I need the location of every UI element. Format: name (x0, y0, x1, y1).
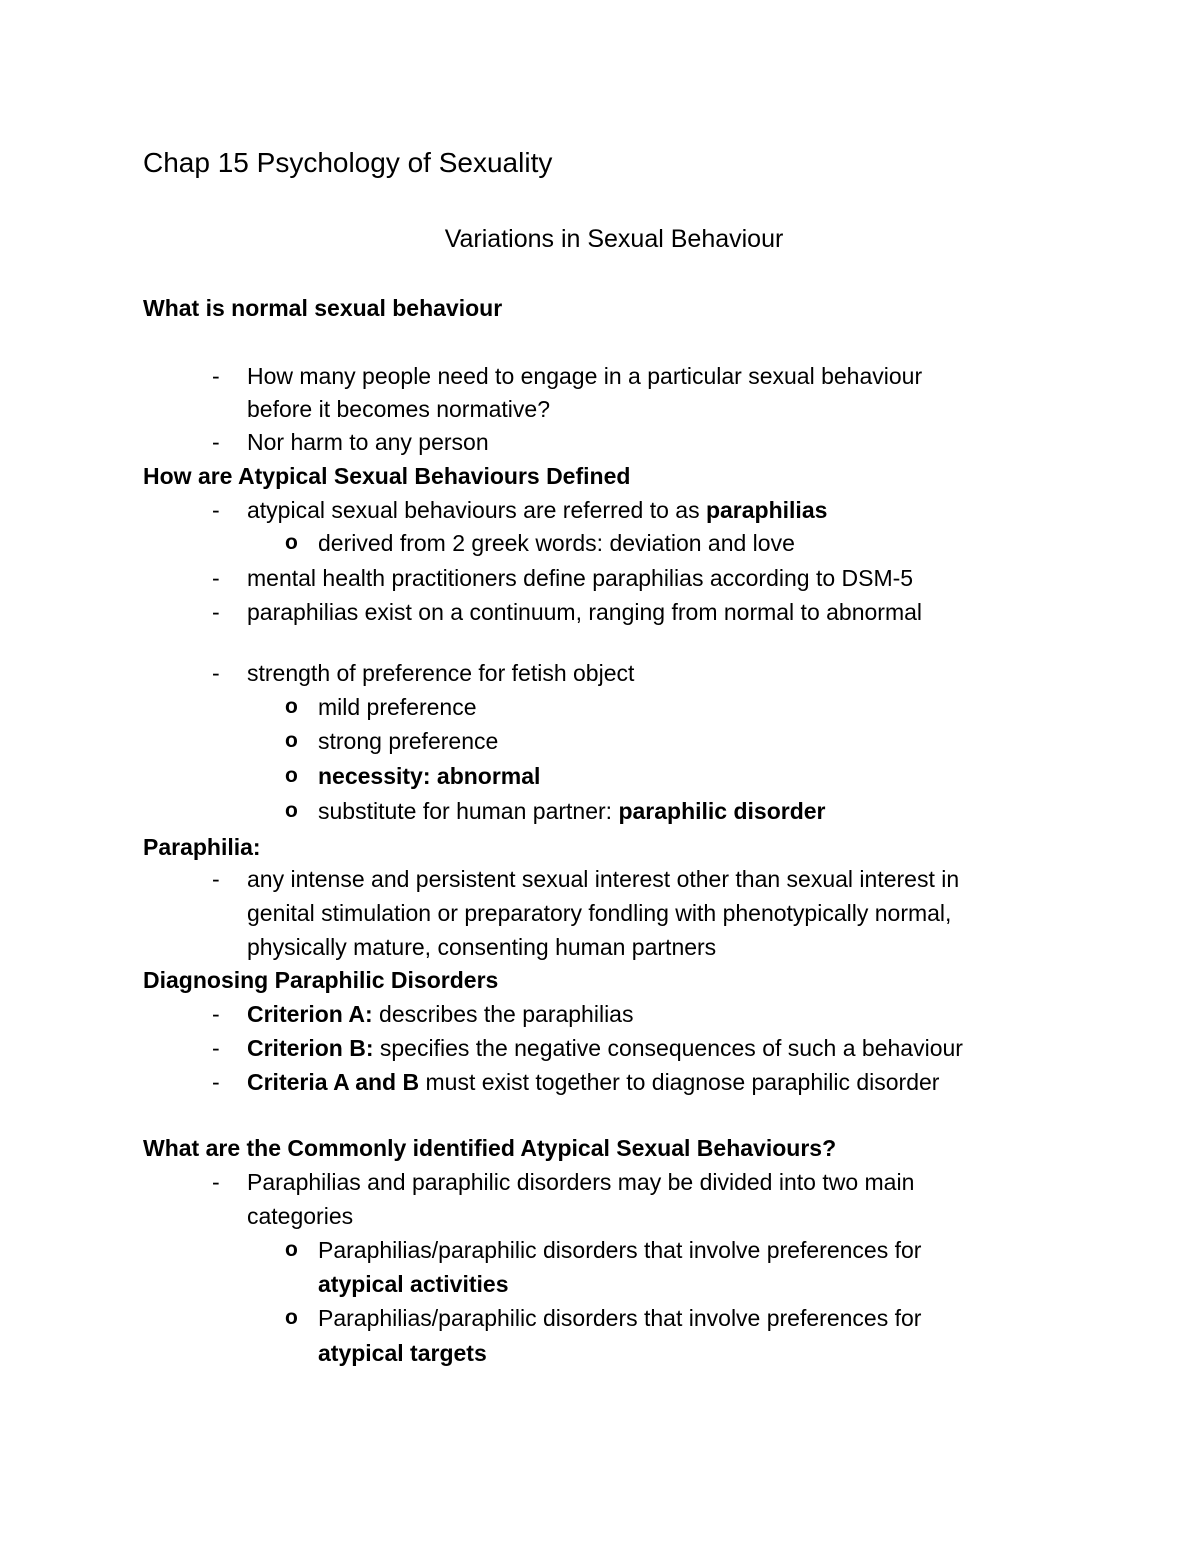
sub-item-text (318, 761, 540, 791)
section-heading-diagnosing: Diagnosing Paraphilic Disorders (143, 967, 499, 993)
bold-term: Criterion B: (247, 1035, 374, 1061)
list-item-text: any intense and persistent sexual interest other than sexual interest in (247, 866, 960, 892)
list-item-text: atypical sexual behaviours are referred to as paraphilias (247, 497, 828, 523)
list-item-text: strength of preference for fetish object (247, 660, 635, 686)
bold-term: atypical targets (318, 1340, 487, 1366)
bold-term: paraphilic disorder (618, 798, 826, 824)
list-item-text: Criterion A: describes the paraphilias (247, 1001, 634, 1027)
bold-term: Criteria A and B (247, 1069, 420, 1095)
dash-bullet: - (212, 1069, 220, 1095)
list-item-text: paraphilias exist on a continuum, ranging from normal to abnormal (247, 599, 923, 625)
sub-item-text: strong preference (318, 728, 499, 754)
section-heading-paraphilia: Paraphilia: (143, 834, 261, 860)
circle-bullet: o (285, 1306, 298, 1329)
dash-bullet: - (212, 1169, 220, 1195)
section-heading-commonly-identified: What are the Commonly identified Atypical Sexual Behaviours? (143, 1135, 837, 1161)
page-subtitle: Variations in Sexual Behaviour (444, 225, 784, 253)
bold-term: paraphilias (705, 497, 828, 523)
list-item-text: genital stimulation or preparatory fondling with phenotypically normal, (247, 900, 952, 926)
bold-term: necessity: abnormal (318, 763, 541, 789)
section-heading-atypical-defined: How are Atypical Sexual Behaviours Defined (143, 463, 631, 489)
list-item-text: before it becomes normative? (247, 396, 550, 422)
section-heading-normal: What is normal sexual behaviour (143, 295, 503, 321)
dash-bullet: - (212, 363, 220, 389)
dash-bullet: - (212, 599, 220, 625)
list-item-text: physically mature, consenting human partners (247, 934, 717, 960)
dash-bullet: - (212, 866, 220, 892)
dash-bullet: - (212, 1035, 220, 1061)
sub-item-text (318, 1338, 487, 1368)
sub-item-text: Paraphilias/paraphilic disorders that involve preferences for (318, 1237, 922, 1263)
circle-bullet: o (285, 1238, 298, 1261)
sub-item-text: derived from 2 greek words: deviation and love (318, 530, 795, 556)
list-item-text: Criterion B: specifies the negative consequences of such a behaviour (247, 1035, 963, 1061)
dash-bullet: - (212, 497, 220, 523)
dash-bullet: - (212, 429, 220, 455)
bold-term: Criterion A: (247, 1001, 373, 1027)
dash-bullet: - (212, 1001, 220, 1027)
page-title: Chap 15 Psychology of Sexuality (143, 147, 553, 178)
sub-item-text: Paraphilias/paraphilic disorders that involve preferences for (318, 1305, 922, 1331)
sub-item-text (318, 1269, 509, 1299)
list-item-text: Paraphilias and paraphilic disorders may be divided into two main (247, 1169, 915, 1195)
list-item-text: categories (247, 1203, 354, 1229)
list-item-text: How many people need to engage in a particular sexual behaviour (247, 363, 923, 389)
dash-bullet: - (212, 565, 220, 591)
list-item-text: Nor harm to any person (247, 429, 489, 455)
circle-bullet: o (285, 695, 298, 718)
sub-item-text: substitute for human partner: paraphilic disorder (318, 798, 826, 824)
list-item-text: mental health practitioners define paraphilias according to DSM-5 (247, 565, 914, 591)
list-item-text: Criteria A and B must exist together to diagnose paraphilic disorder (247, 1069, 940, 1095)
circle-bullet: o (285, 799, 298, 822)
circle-bullet: o (285, 764, 298, 787)
dash-bullet: - (212, 660, 220, 686)
sub-item-text: mild preference (318, 694, 477, 720)
circle-bullet: o (285, 729, 298, 752)
circle-bullet: o (285, 531, 298, 554)
bold-term: atypical activities (318, 1271, 509, 1297)
